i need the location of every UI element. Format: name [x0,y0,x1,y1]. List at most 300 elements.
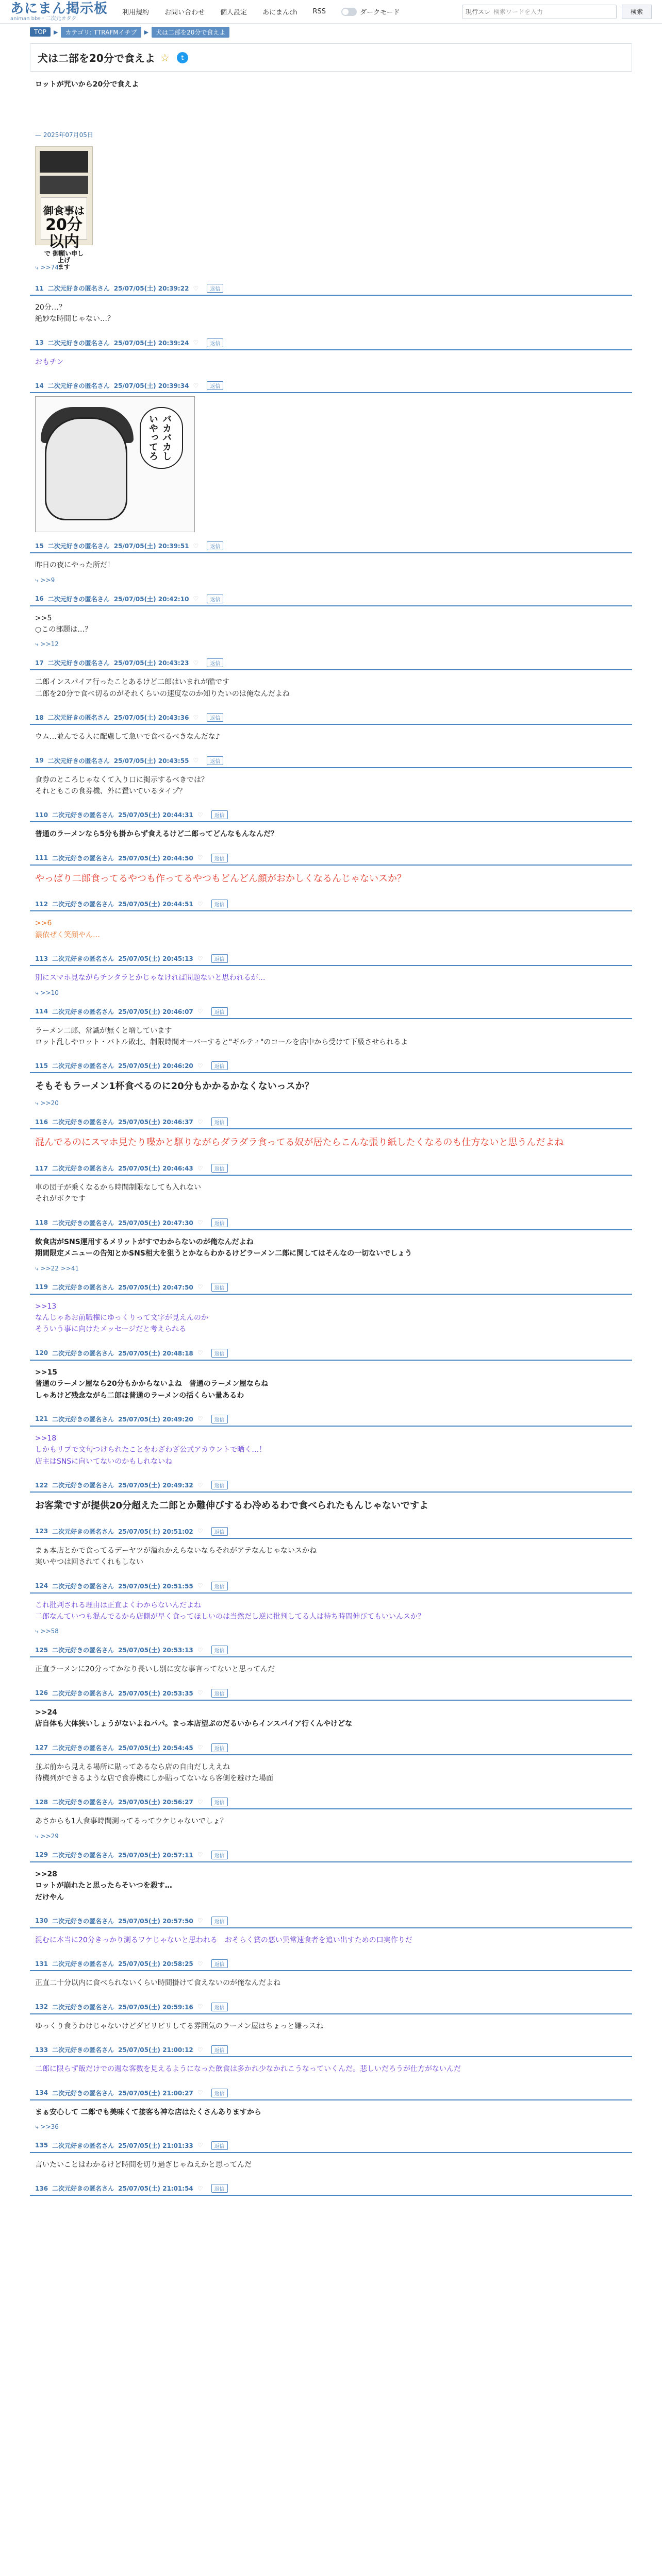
post-header [30,1115,632,1129]
post-body: お客業ですが提供20分超えた二郎とか難伸びするわ冷めるわで食べられたもんじゃないですよ [35,1500,429,1512]
like-heart-icon[interactable]: ♡ [197,900,203,908]
sign-line: で 御願い申し上げ [44,250,84,264]
post-number[interactable]: 11 [35,284,44,292]
reply-button[interactable]: 返信 [211,1851,228,1859]
poster-name: 二次元好きの匿名さん [52,2185,114,2193]
post-number[interactable]: 136 [35,2184,48,2192]
poster-name: 二次元好きの匿名さん [52,1008,114,1015]
post-body: 昨日の夜にやった所だ！ [35,561,114,570]
reply-links[interactable]: ⤷ >>29 [35,1832,59,1840]
reply-button[interactable]: 返信 [211,1117,228,1126]
post-body: 20分…？ 絶妙な時間じゃない…？ [35,303,114,324]
poster-name: 二次元好きの匿名さん [52,1349,114,1357]
like-heart-icon[interactable]: ♡ [197,955,203,962]
post-header [30,1643,632,1657]
post-header [30,1741,632,1755]
poster-name: 二次元好きの匿名さん [52,2089,114,2097]
op-date: — 2025年07月05日 [35,131,93,139]
thread-title-bar [30,43,632,72]
post-body: 普通のラーメンなら5分も掛からず食えるけど二郎ってどんなもんなんだ？ [35,830,278,839]
reply-links[interactable]: ⤷ >>36 [35,2123,59,2130]
reply-button[interactable]: 返信 [211,1349,228,1358]
post-number[interactable]: 112 [35,900,48,908]
like-heart-icon[interactable]: ♡ [193,382,199,389]
like-heart-icon[interactable]: ♡ [197,1689,203,1697]
like-heart-icon[interactable]: ♡ [197,811,203,819]
post-body: 食券のところじゃなくて入り口に掲示するべきでは？ それともこの食券機、外に置いているタイプ？ [35,775,208,795]
thread-title: 犬は二部を20分で食えよ [38,52,155,64]
post [30,1957,632,1993]
reply-links[interactable]: ⤷ >>9 [35,576,55,584]
post-body [30,2196,632,2206]
post-body: 二郎に限らず飯だけでの週な客数を見えるようになった飲食は多かれ少なかれこうなっていくんだ。悲しいだろうが仕方がないんだ [35,2065,461,2074]
ticket-buttons-row [40,176,88,194]
breadcrumb-thread[interactable]: 犬は二部を20分で食えよ [152,27,229,38]
post-number[interactable]: 126 [35,1689,48,1697]
post-body: 言いたいことはわかるけど時間を切り過ぎじゃねえかと思ってんだ [35,2160,252,2169]
reply-button[interactable]: 返信 [211,1917,228,1925]
poster-name: 二次元好きの匿名さん [47,595,110,603]
post-date: 25/07/05(土) 20:53:35 [118,1689,193,1697]
post [30,1347,632,1405]
like-heart-icon[interactable]: ♡ [197,1917,203,1925]
post-header [30,1347,632,1361]
post-number[interactable]: 132 [35,2003,48,2011]
search-placeholder: 検索ワードを入力 [493,8,543,15]
poster-name: 二次元好きの匿名さん [52,1118,114,1126]
like-heart-icon[interactable]: ♡ [197,1798,203,1806]
reply-button[interactable]: 返信 [211,900,228,908]
post [30,2001,632,2036]
op-reply-links[interactable]: ⤷ >>74 [35,264,59,271]
search-input[interactable] [462,5,617,19]
post-body: これ批判される理由は正直よくわからないんだよね 二郎なんていつも混んでるから店側が早く食ってほしいのは当然だし逆に批判してる人は待ち時間伸びてもいいんスか？ [35,1601,425,1621]
post-date: 25/07/05(土) 20:42:10 [113,595,189,603]
post-header [30,2139,632,2153]
toggle-switch[interactable] [341,8,357,16]
like-heart-icon[interactable]: ♡ [193,284,199,292]
reply-button[interactable]: 返信 [211,1415,228,1423]
post-header [30,1957,632,1971]
post-number[interactable]: 15 [35,542,44,550]
manga-face [45,417,127,520]
post-date: 25/07/05(土) 20:57:11 [118,1851,193,1859]
post-number[interactable]: 121 [35,1415,48,1423]
like-heart-icon[interactable]: ♡ [197,1062,203,1070]
post-date: 25/07/05(土) 20:43:55 [113,757,189,765]
breadcrumb-category[interactable]: カテゴリ: TTRAFMイチブ [61,27,141,38]
post-header [30,852,632,866]
thread-main [0,43,662,2206]
post-number[interactable]: 111 [35,854,48,862]
post-date: 25/07/05(土) 20:44:31 [118,811,193,819]
post-number[interactable]: 118 [35,1219,48,1227]
post [30,1162,632,1209]
sign-line: 20分以内 [45,216,82,251]
post-number[interactable]: 117 [35,1164,48,1172]
like-heart-icon[interactable]: ♡ [197,1744,203,1752]
post-date: 25/07/05(土) 20:53:13 [118,1647,193,1654]
ticket-buttons-row [40,151,88,173]
post-date: 25/07/05(土) 20:49:32 [118,1482,193,1489]
post-body: まぁ安心して 二郎でも美味くて接客も神な店はたくさんありますから [35,2108,261,2116]
post-number[interactable]: 16 [35,595,44,603]
post-date: 25/07/05(土) 20:44:50 [118,854,193,862]
post-number[interactable]: 110 [35,811,48,819]
site-header [0,0,662,24]
post-date: 25/07/05(土) 20:46:20 [118,1062,193,1070]
post-header [30,1914,632,1928]
post-header [30,2043,632,2057]
post-date: 25/07/05(土) 20:39:34 [113,382,189,390]
like-heart-icon[interactable]: ♡ [193,659,199,667]
post-date: 25/07/05(土) 21:00:12 [118,2046,193,2054]
post-date: 25/07/05(土) 20:39:24 [113,339,189,347]
like-heart-icon[interactable]: ♡ [197,1349,203,1357]
like-heart-icon[interactable]: ♡ [197,1283,203,1291]
reply-button[interactable]: 返信 [211,2141,228,2150]
post-body: >>13 なんじゃあお前職権にゆっくりって文字が見えんのか そういう事に向けたメッセージだと考えられる [35,1302,208,1334]
post-number[interactable]: 115 [35,1062,48,1070]
poster-name: 二次元好きの匿名さん [47,757,110,765]
site-logo[interactable] [10,2,108,22]
reply-button[interactable]: 返信 [211,2184,228,2193]
post-date: 25/07/05(土) 20:48:18 [118,1349,193,1357]
post-body: ウム…並んでる人に配慮して急いで食べるべきなんだな♪ [35,733,220,741]
post-number[interactable]: 17 [35,659,44,667]
post-number[interactable]: 13 [35,339,44,347]
post-body: 飲食店がSNS運用するメリットがすでわからないのが俺なんだよね 期間限定メニューの告知とかSNS相大を狙うとかならわかるけどラーメン二郎に関してはそんなの一切ないでしょう [35,1238,412,1258]
post-body: やっぱり二郎食ってるやつも作ってるやつもどんどん顔がおかしくなるんじゃないスか？ [35,873,406,884]
post-number[interactable]: 133 [35,2046,48,2054]
nav-animanch[interactable]: あにまんch [262,9,297,16]
reply-button[interactable]: 返信 [207,338,223,347]
post-number[interactable]: 18 [35,714,44,721]
post-number[interactable]: 113 [35,955,48,962]
post-date: 25/07/05(土) 20:56:27 [118,1799,193,1806]
reply-button[interactable]: 返信 [211,1007,228,1016]
reply-button[interactable]: 返信 [211,1218,228,1227]
post-header [30,1525,632,1539]
like-heart-icon[interactable]: ♡ [197,2089,203,2097]
dark-mode-toggle[interactable] [341,7,400,16]
reply-links[interactable]: ⤷ >>58 [35,1628,59,1635]
post-header [30,808,632,822]
post-number[interactable]: 19 [35,757,44,765]
post-date: 25/07/05(土) 20:51:55 [118,1582,193,1590]
post-body: 混んでるのにスマホ見たり喋かと駆りながらダラダラ食ってる奴が居たらこんな張り紙したくなるのも仕方ないと思うんだよね [35,1137,564,1148]
like-heart-icon[interactable]: ♡ [197,1960,203,1968]
like-heart-icon[interactable]: ♡ [197,2046,203,2054]
post-header [30,1162,632,1176]
reply-button[interactable]: 返信 [211,1061,228,1070]
poster-name: 二次元好きの匿名さん [52,955,114,963]
like-heart-icon[interactable]: ♡ [197,1164,203,1172]
search-scope-select[interactable]: 現行スレ [465,8,490,15]
post-date: 25/07/05(土) 20:46:07 [118,1008,193,1015]
like-heart-icon[interactable]: ♡ [197,1008,203,1015]
post [30,1115,632,1155]
post-date: 25/07/05(土) 20:43:36 [113,714,189,722]
reply-button[interactable]: 返信 [207,658,223,667]
post-date: 25/07/05(土) 21:01:54 [118,2185,193,2193]
poster-name: 二次元好きの匿名さん [52,1744,114,1752]
nav-terms[interactable]: 利用規約 [122,9,150,16]
reply-button[interactable]: 返信 [207,284,223,293]
post-body: 正直ラーメンに20分ってかなり長いし別に安な事言ってないと思ってんだ [35,1665,275,1674]
reply-button[interactable]: 返信 [211,1959,228,1968]
like-heart-icon[interactable]: ♡ [197,1219,203,1227]
op-text: ロットが咒いから20分で食えよ [35,80,139,89]
post-body: まぁ本店とかで食ってるデーヤツが溢れかえらないならそれがアテなんじゃないスかね 実いやつは回されてくれもしない [35,1546,317,1567]
like-heart-icon[interactable]: ♡ [197,1481,203,1489]
poster-name: 二次元好きの匿名さん [52,1689,114,1697]
poster-name: 二次元好きの匿名さん [47,285,110,292]
reply-links[interactable]: ⤷ >>12 [35,640,59,648]
poster-name: 二次元好きの匿名さん [52,1647,114,1654]
post-number[interactable]: 135 [35,2142,48,2149]
poster-name: 二次元好きの匿名さん [47,714,110,722]
reply-button[interactable]: 返信 [211,1527,228,1536]
post-date: 25/07/05(土) 20:46:43 [118,1165,193,1173]
poster-name: 二次元好きの匿名さん [52,2046,114,2054]
post-body: 車の団子が乗くなるから時間制限なしても入れない それがボクです [35,1183,201,1204]
reply-button[interactable]: 返信 [207,713,223,722]
reply-button[interactable]: 返信 [207,381,223,390]
post-header [30,2001,632,2014]
post-number[interactable]: 134 [35,2089,48,2097]
post-number[interactable]: 125 [35,1646,48,1654]
post [30,2043,632,2079]
post [30,1643,632,1679]
reply-button[interactable]: 返信 [211,1582,228,1590]
poster-name: 二次元好きの匿名さん [52,1415,114,1423]
poster-name: 二次元好きの匿名さん [52,1582,114,1590]
post-number[interactable]: 116 [35,1118,48,1126]
reply-button[interactable]: 返信 [211,1646,228,1654]
reply-button[interactable]: 返信 [211,1689,228,1698]
post-body: ラーメン二郎、常識が無くと増しています ロット乱しやロット・バトル敗北、制限時間オーバーすると"ギルティ"のコールを店中から受けて下級させられるよ [35,1026,408,1047]
logo-subtitle: animan bbs・二次元オタク [10,15,77,22]
like-heart-icon[interactable]: ♡ [193,339,199,347]
breadcrumb-separator: ▶ [144,28,149,36]
post [30,1525,632,1572]
post [30,1580,632,1637]
post-date: 25/07/05(土) 20:54:45 [118,1744,193,1752]
dark-mode-label: ダークモード [360,9,400,16]
post [30,1687,632,1734]
post-number[interactable]: 130 [35,1917,48,1925]
like-heart-icon[interactable]: ♡ [197,1646,203,1654]
post-date: 25/07/05(土) 20:43:23 [113,659,189,667]
poster-name: 二次元好きの匿名さん [47,339,110,347]
like-heart-icon[interactable]: ♡ [197,1851,203,1859]
nav-rss[interactable]: RSS [312,8,326,15]
post [30,379,632,532]
post-body: 別にスマホ見ながらチンタラとかじゃなければ問題ないと思われるが… [35,974,266,982]
reply-button[interactable]: 返信 [211,954,228,963]
post-date: 25/07/05(土) 20:46:37 [118,1118,193,1126]
post-header [30,1479,632,1493]
poster-name: 二次元好きの匿名さん [47,659,110,667]
post [30,1281,632,1340]
reply-button[interactable]: 返信 [207,541,223,550]
sign-line: ます [57,263,70,271]
post [30,1914,632,1950]
poster-name: 二次元好きの匿名さん [47,382,110,390]
post-date: 25/07/05(土) 20:39:51 [113,543,189,550]
reply-button[interactable]: 返信 [211,1283,228,1292]
post [30,2182,632,2206]
post-number[interactable]: 122 [35,1481,48,1489]
post-body: >>6 濃依ぜく笑顔やん… [35,919,100,939]
poster-name: 二次元好きの匿名さん [52,1528,114,1535]
post-body: 並ぶ前から見える場所に貼ってあるなら店の自由だしええね 待機列ができるような店で食券機にしか貼ってないなら客側を避けた場面 [35,1762,273,1783]
post-date: 25/07/05(土) 20:47:50 [118,1283,193,1291]
like-heart-icon[interactable]: ♡ [193,595,199,603]
post [30,754,632,802]
poster-name: 二次元好きの匿名さん [52,1283,114,1291]
post-body: >>24 店自体も大体狭いしょうがないよねパパ。まっ本店望ぷのだるいからインスパイア行くんやけどな [35,1708,353,1728]
post [30,1005,632,1053]
post [30,1413,632,1471]
post-date: 25/07/05(土) 20:39:22 [113,285,189,292]
like-heart-icon[interactable]: ♡ [197,1415,203,1423]
post [30,711,632,747]
sign-line: 御食事は [43,205,85,217]
search-button[interactable]: 検索 [622,5,652,19]
like-heart-icon[interactable]: ♡ [197,2142,203,2149]
poster-name: 二次元好きの匿名さん [47,543,110,550]
post-date: 25/07/05(土) 20:51:02 [118,1528,193,1535]
reply-button[interactable]: 返信 [211,1743,228,1752]
post-number[interactable]: 123 [35,1528,48,1535]
post-number[interactable]: 120 [35,1349,48,1357]
post-body: あさからも1人食事時間測ってるってウケじゃないでしょ？ [35,1817,227,1826]
reply-links[interactable]: ⤷ >>22 >>41 [35,1264,79,1272]
reply-button[interactable]: 返信 [211,2089,228,2097]
post-header [30,592,632,606]
like-heart-icon[interactable]: ♡ [197,2003,203,2011]
like-heart-icon[interactable]: ♡ [197,854,203,862]
reply-links[interactable]: ⤷ >>20 [35,1099,59,1107]
poster-name: 二次元好きの匿名さん [52,1799,114,1806]
reply-button[interactable]: 返信 [211,1481,228,1489]
post-header [30,1580,632,1594]
post-date: 25/07/05(土) 21:00:27 [118,2089,193,2097]
reply-button[interactable]: 返信 [211,1798,228,1806]
post-date: 25/07/05(土) 21:01:33 [118,2142,193,2149]
post-number[interactable]: 129 [35,1851,48,1859]
post-list [30,282,632,2206]
like-heart-icon[interactable]: ♡ [197,1582,203,1590]
reply-button[interactable]: 返信 [211,854,228,862]
like-heart-icon[interactable]: ♡ [197,2184,203,2192]
post-header [30,1849,632,1862]
reply-button[interactable]: 返信 [211,810,228,819]
poster-name: 二次元好きの匿名さん [52,2003,114,2011]
post [30,808,632,844]
post-header [30,282,632,296]
reply-button[interactable]: 返信 [211,2045,228,2054]
breadcrumb-top[interactable]: TOP [30,27,51,37]
post-date: 25/07/05(土) 20:49:20 [118,1415,193,1423]
post-body: >>18 しかもリプで文句つけられたことをわざわざ公式アカウントで晒く…！ 店主はSNSに向いてないのかもしれないね [35,1434,267,1466]
post [30,539,632,585]
nav-settings[interactable]: 個人設定 [220,9,247,16]
like-heart-icon[interactable]: ♡ [193,757,199,765]
post [30,1849,632,1907]
post-number[interactable]: 124 [35,1582,48,1590]
post-header [30,1413,632,1427]
post-header [30,952,632,966]
post-body: >>5 ○この部題は…？ [35,614,92,634]
like-heart-icon[interactable]: ♡ [197,1528,203,1535]
post [30,282,632,329]
post-body: おもチン [35,358,64,366]
post-date: 25/07/05(土) 20:59:16 [118,2003,193,2011]
logo-title: あにまん掲示板 [10,1,108,16]
post-header [30,1059,632,1073]
post-body: >>28 ロットが崩れたと思ったらそいつを殺す… だけやん [35,1870,172,1902]
post-body: そもそもラーメン1杯食べるのに20分もかかるかなくないっスか？ [35,1081,314,1092]
poster-name: 二次元好きの匿名さん [52,1917,114,1925]
post-body: 二郎インスパイア行ったことあるけど二郎はいまれが酷です 二郎を20分で食べ切るのがそれくらいの速度なのか知りたいのは俺なんだよね [35,678,290,698]
breadcrumb [0,24,662,40]
post-header [30,379,632,393]
nav-contact[interactable]: お問い合わせ [164,9,205,16]
post-header [30,1216,632,1230]
like-heart-icon[interactable]: ♡ [193,542,199,550]
post-date: 25/07/05(土) 20:47:30 [118,1219,193,1227]
post [30,2139,632,2175]
poster-name: 二次元好きの匿名さん [52,1482,114,1489]
post-date: 25/07/05(土) 20:57:50 [118,1917,193,1925]
post [30,1741,632,1789]
post-number[interactable]: 114 [35,1008,48,1015]
post-header [30,2087,632,2100]
reply-button[interactable]: 返信 [207,756,223,765]
post-number[interactable]: 128 [35,1798,48,1806]
post-image-manga[interactable] [35,396,195,532]
poster-name: 二次元好きの匿名さん [52,1219,114,1227]
like-heart-icon[interactable]: ♡ [197,1118,203,1126]
post-header [30,897,632,911]
like-heart-icon[interactable]: ♡ [193,714,199,721]
poster-name: 二次元好きの匿名さん [52,2142,114,2149]
post-number[interactable]: 14 [35,382,44,389]
poster-name: 二次元好きの匿名さん [52,1960,114,1968]
favorite-star-icon[interactable]: ☆ [160,51,170,64]
twitter-share-icon[interactable]: t [177,52,188,63]
reply-button[interactable]: 返信 [207,595,223,603]
post-header [30,336,632,350]
post [30,1479,632,1518]
search-area [462,5,652,19]
post-number[interactable]: 131 [35,1960,48,1968]
post-number[interactable]: 119 [35,1283,48,1291]
post [30,592,632,650]
post [30,656,632,704]
post [30,952,632,997]
post-header [30,656,632,670]
post [30,897,632,945]
post-number[interactable]: 127 [35,1744,48,1752]
reply-button[interactable]: 返信 [211,2003,228,2011]
poster-name: 二次元好きの匿名さん [52,1851,114,1859]
reply-button[interactable]: 返信 [211,1164,228,1173]
reply-links[interactable]: ⤷ >>10 [35,989,59,996]
